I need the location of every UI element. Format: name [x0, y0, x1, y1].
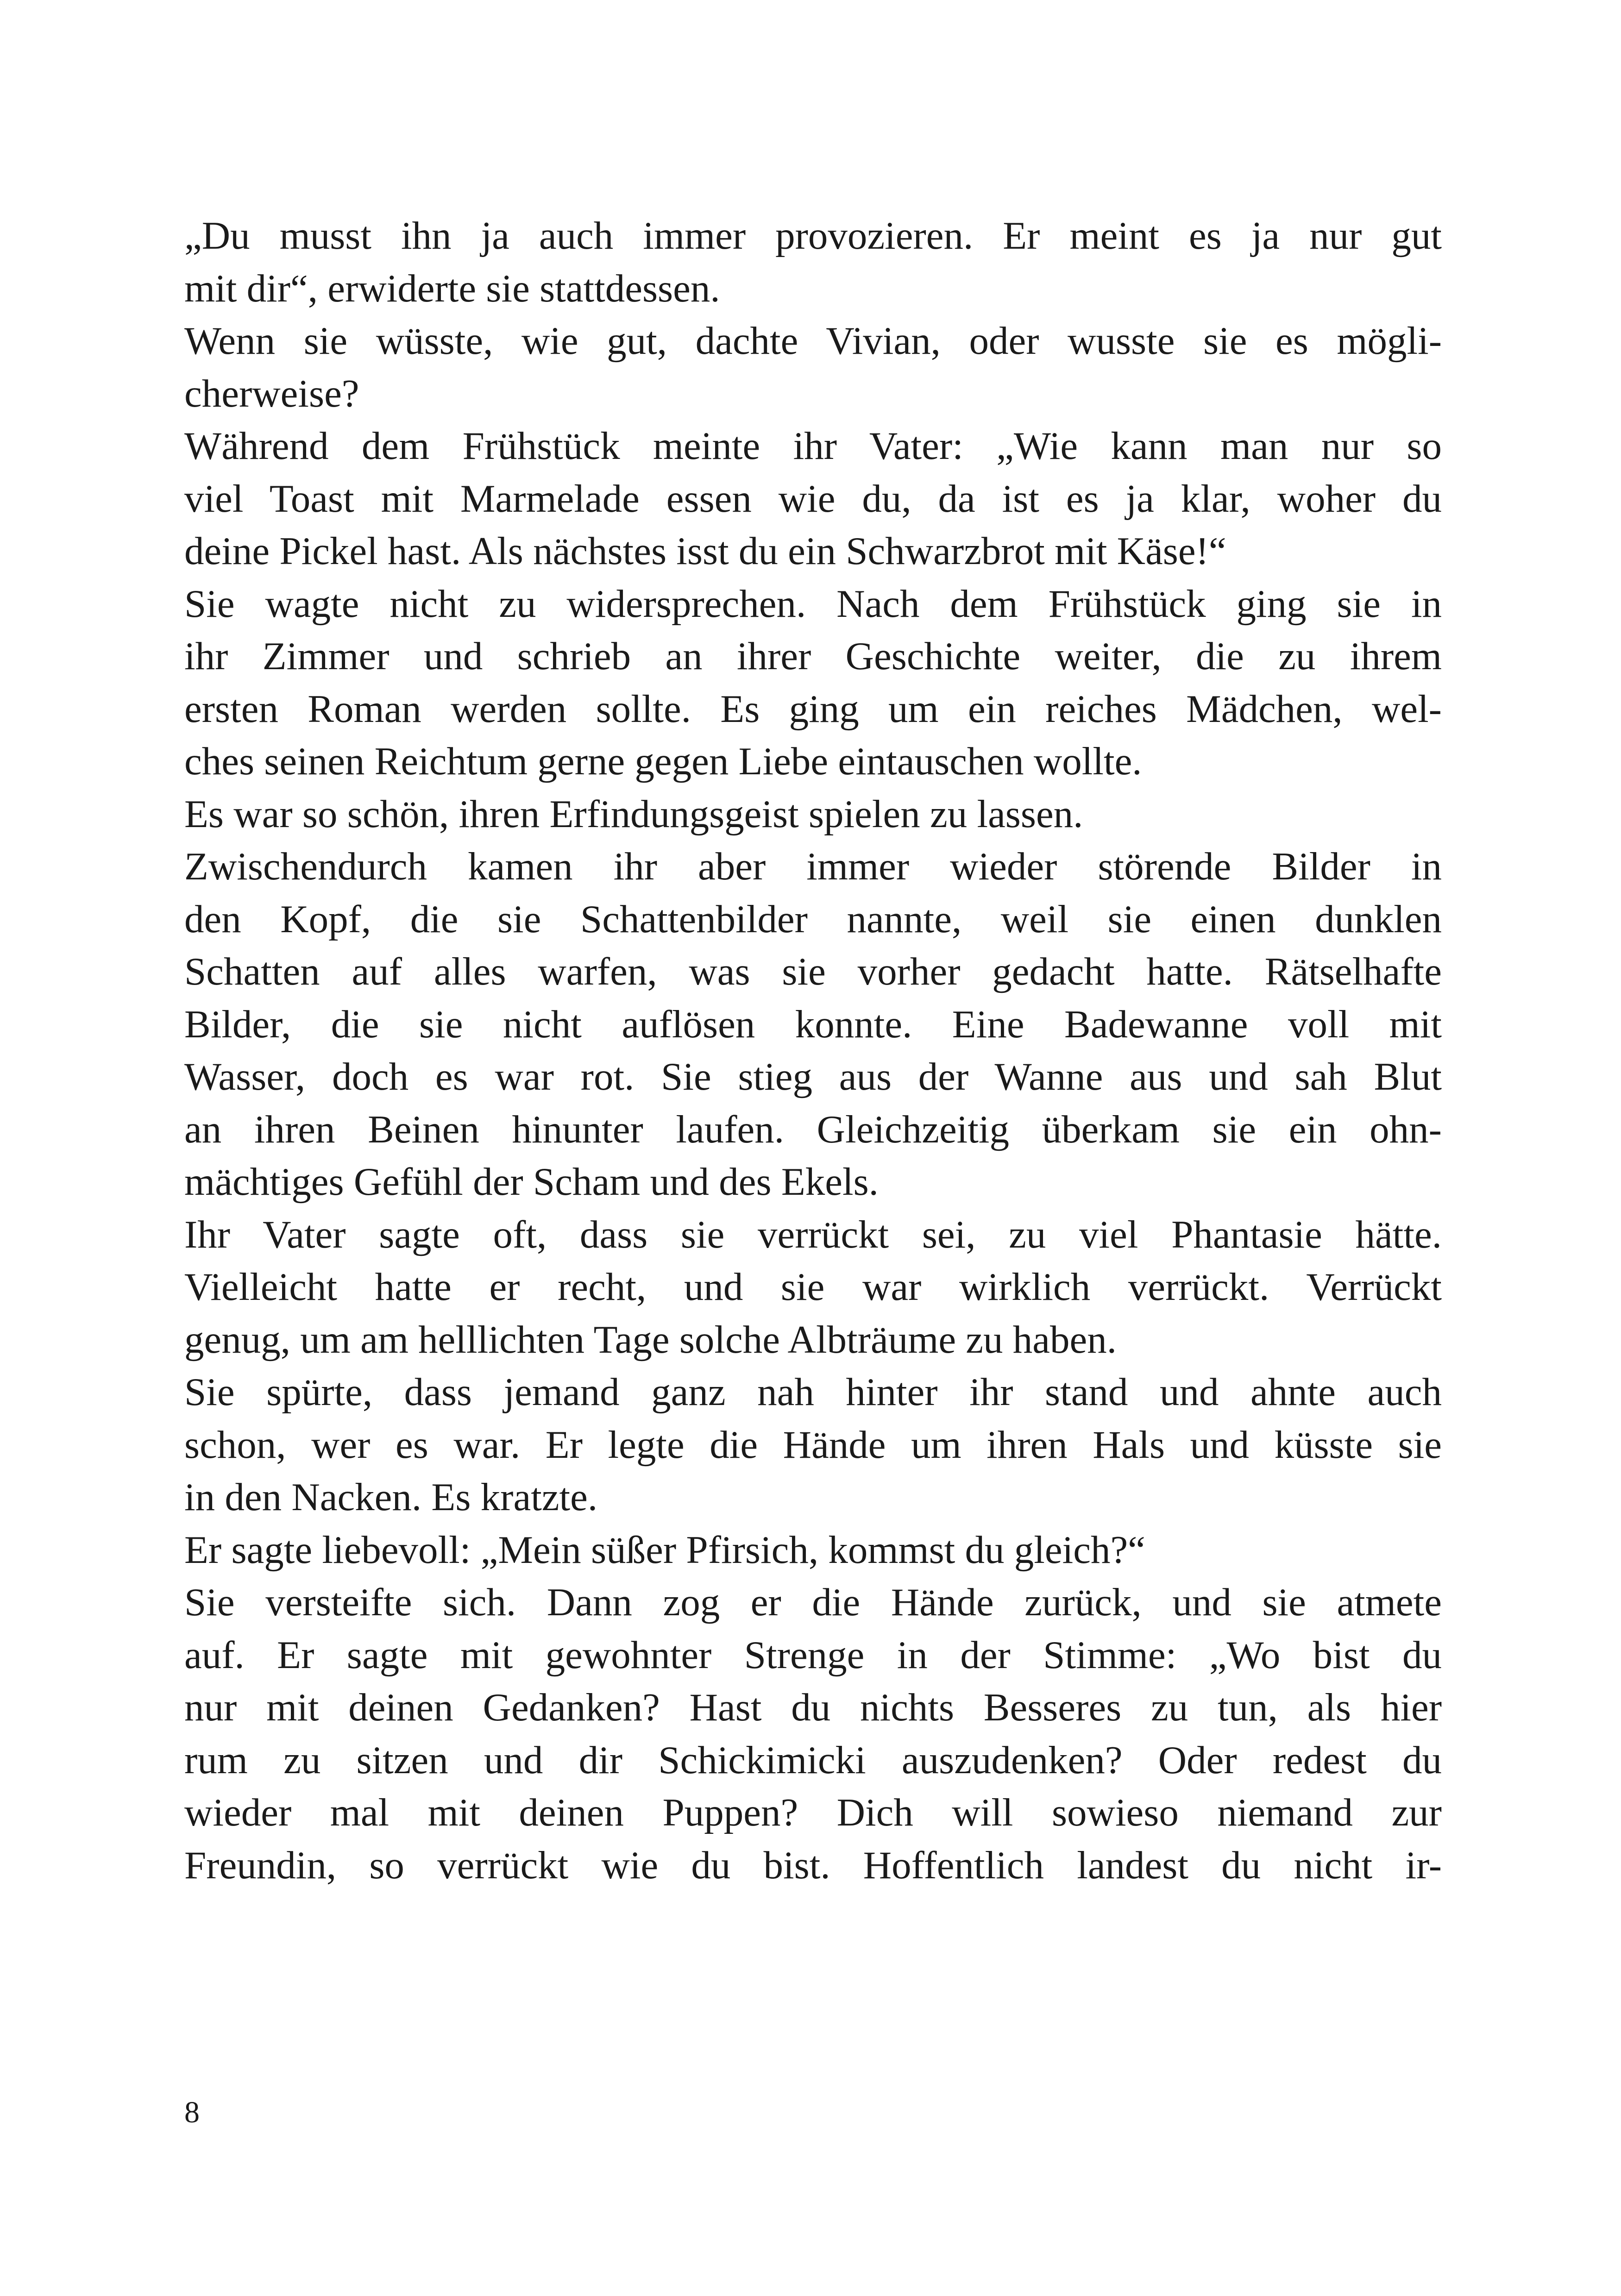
text-line: schon, wer es war. Er legte die Hände um ihren Hals und küsste sie: [184, 1423, 1442, 1467]
text-line: rum zu sitzen und dir Schickimicki auszudenken? Oder redest du: [184, 1738, 1442, 1782]
text-line: „Du musst ihn ja auch immer provozieren. Er meint es ja nur gut: [184, 214, 1442, 257]
text-line: Sie wagte nicht zu widersprechen. Nach dem Frühstück ging sie in: [184, 582, 1442, 626]
text-line: Es war so schön, ihren Erfindungsgeist spielen zu lassen.: [184, 792, 1083, 836]
text-line: deine Pickel hast. Als nächstes isst du ein Schwarzbrot mit Käse!“: [184, 529, 1226, 573]
text-line: den Kopf, die sie Schattenbilder nannte, weil sie einen dunklen: [184, 897, 1442, 941]
text-line: ches seinen Reichtum gerne gegen Liebe eintauschen wollte.: [184, 740, 1142, 783]
text-line: ihr Zimmer und schrieb an ihrer Geschichte weiter, die zu ihrem: [184, 634, 1442, 678]
text-line: genug, um am helllichten Tage solche Albträume zu haben.: [184, 1317, 1117, 1361]
text-line: Bilder, die sie nicht auflösen konnte. Eine Badewanne voll mit: [184, 1002, 1442, 1046]
text-line: Wasser, doch es war rot. Sie stieg aus der Wanne aus und sah Blut: [184, 1055, 1442, 1098]
text-line: an ihren Beinen hinunter laufen. Gleichzeitig überkam sie ein ohn-: [184, 1107, 1442, 1151]
text-line: Freundin, so verrückt wie du bist. Hoffentlich landest du nicht ir-: [184, 1843, 1442, 1887]
text-line: in den Nacken. Es kratzte.: [184, 1475, 598, 1519]
text-line: Schatten auf alles warfen, was sie vorher gedacht hatte. Rätselhafte: [184, 950, 1442, 993]
text-line: Sie versteifte sich. Dann zog er die Hände zurück, und sie atmete: [184, 1581, 1442, 1624]
text-line: Er sagte liebevoll: „Mein süßer Pfirsich, kommst du gleich?“: [184, 1528, 1145, 1572]
body-text: [184, 210, 1442, 1892]
text-line: Zwischendurch kamen ihr aber immer wieder störende Bilder in: [184, 845, 1442, 888]
text-line: Wenn sie wüsste, wie gut, dachte Vivian, oder wusste sie es mögli-: [184, 319, 1442, 363]
text-line: Vielleicht hatte er recht, und sie war wirklich verrückt. Verrückt: [184, 1265, 1442, 1309]
text-line: cherweise?: [184, 371, 359, 415]
text-line: viel Toast mit Marmelade essen wie du, da ist es ja klar, woher du: [184, 477, 1442, 521]
text-line: ersten Roman werden sollte. Es ging um ein reiches Mädchen, wel-: [184, 687, 1442, 731]
text-line: nur mit deinen Gedanken? Hast du nichts Besseres zu tun, als hier: [184, 1686, 1442, 1729]
text-line: Während dem Frühstück meinte ihr Vater: „Wie kann man nur so: [184, 424, 1442, 468]
text-line: mit dir“, erwiderte sie stattdessen.: [184, 266, 720, 310]
text-line: Sie spürte, dass jemand ganz nah hinter ihr stand und ahnte auch: [184, 1370, 1442, 1414]
text-line: Ihr Vater sagte oft, dass sie verrückt sei, zu viel Phantasie hätte.: [184, 1212, 1442, 1256]
page-number: 8: [184, 2095, 200, 2129]
text-line: wieder mal mit deinen Puppen? Dich will sowieso niemand zur: [184, 1791, 1442, 1834]
text-line: mächtiges Gefühl der Scham und des Ekels.: [184, 1160, 879, 1204]
text-line: auf. Er sagte mit gewohnter Strenge in der Stimme: „Wo bist du: [184, 1633, 1442, 1677]
